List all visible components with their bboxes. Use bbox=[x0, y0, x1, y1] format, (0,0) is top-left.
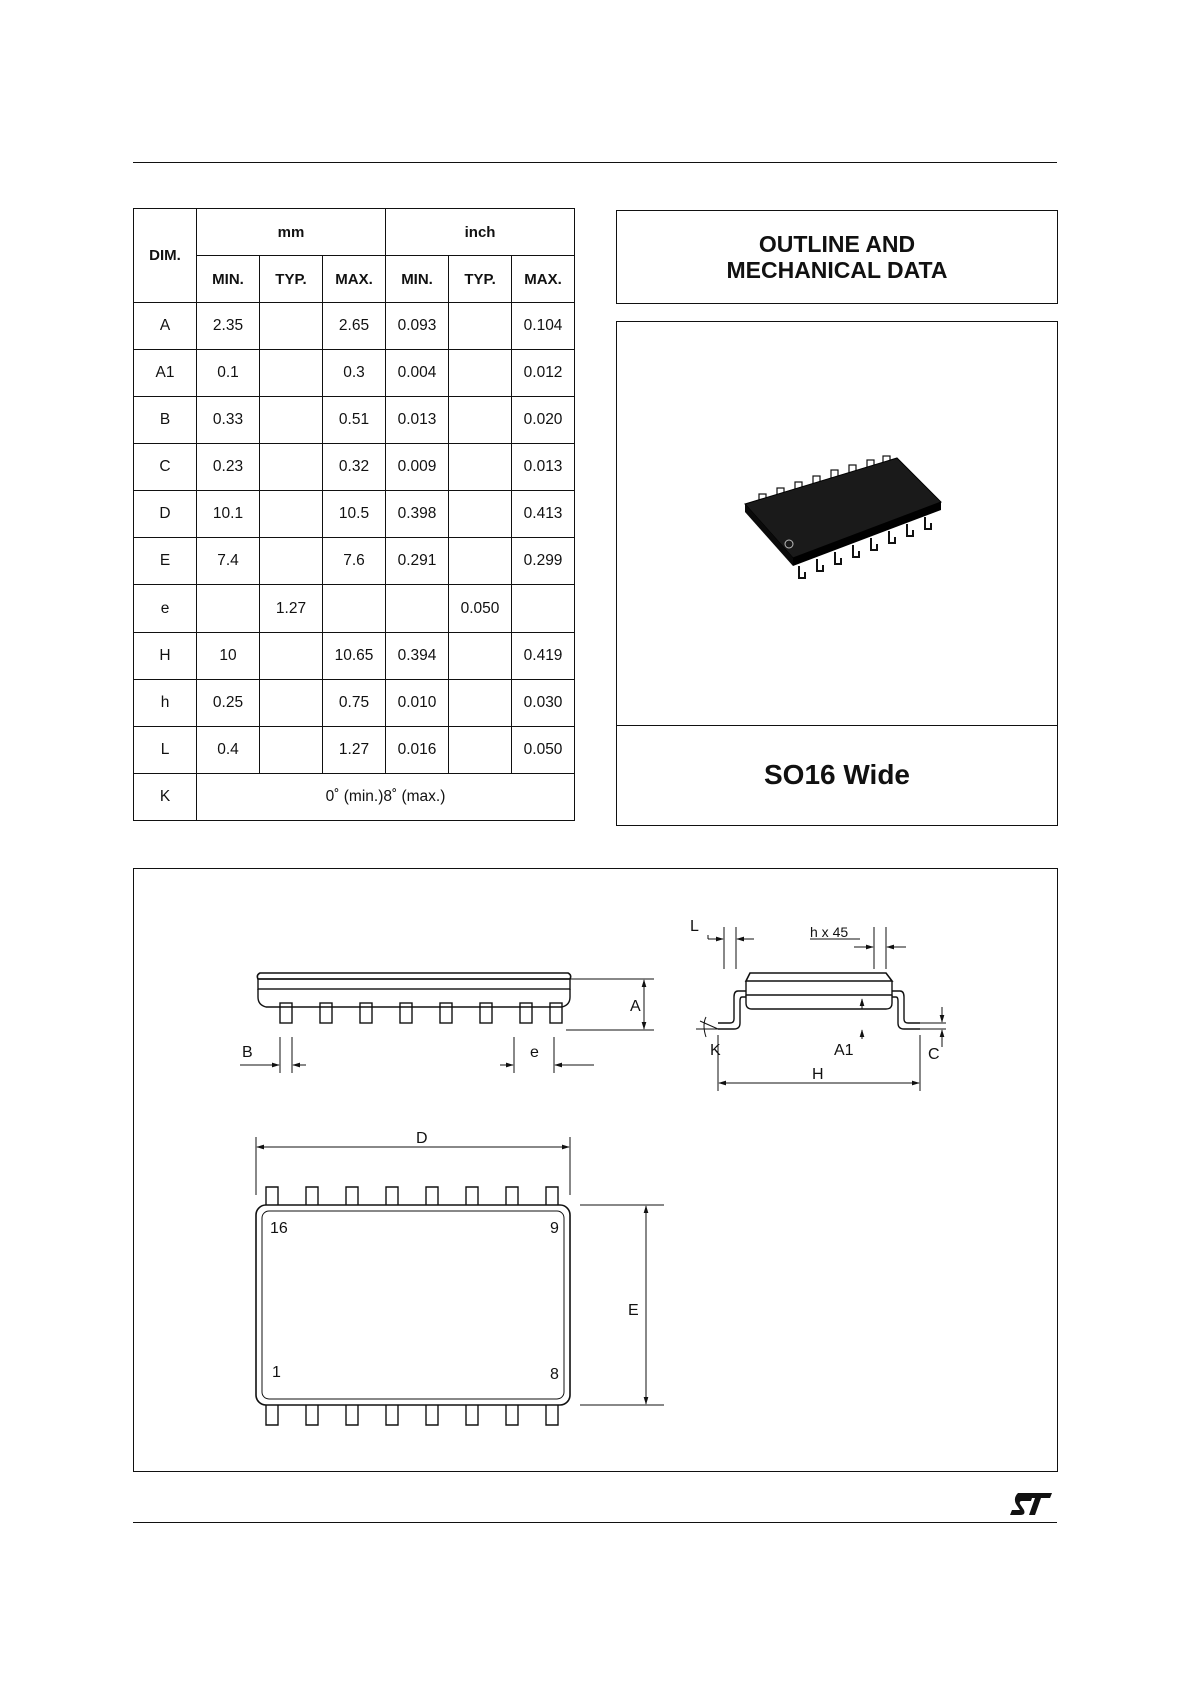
cell-in-typ bbox=[449, 350, 512, 397]
cell-mm-min: 7.4 bbox=[197, 538, 260, 585]
label-H: H bbox=[812, 1066, 824, 1083]
header-mm: mm bbox=[197, 209, 386, 256]
cell-dim: L bbox=[134, 726, 197, 773]
label-A: A bbox=[630, 998, 641, 1015]
table-header-row bbox=[134, 209, 575, 256]
table-row bbox=[134, 726, 575, 773]
cell-in-typ bbox=[449, 491, 512, 538]
cell-in-typ bbox=[449, 538, 512, 585]
label-A1: A1 bbox=[834, 1042, 854, 1059]
cell-in-min: 0.010 bbox=[386, 679, 449, 726]
table-row bbox=[134, 350, 575, 397]
cell-mm-max: 1.27 bbox=[323, 726, 386, 773]
cell-dim: K bbox=[134, 773, 197, 820]
cell-mm-max: 0.51 bbox=[323, 397, 386, 444]
package-3d-image bbox=[737, 452, 957, 602]
cell-mm-typ bbox=[260, 491, 323, 538]
cell-mm-typ bbox=[260, 538, 323, 585]
cell-mm-typ bbox=[260, 350, 323, 397]
table-row bbox=[134, 303, 575, 350]
cell-in-typ: 0.050 bbox=[449, 585, 512, 632]
label-E: E bbox=[628, 1302, 639, 1319]
mechanical-drawing-box bbox=[133, 868, 1058, 1472]
cell-mm-min: 10.1 bbox=[197, 491, 260, 538]
cell-mm-typ bbox=[260, 397, 323, 444]
outline-title-line2: MECHANICAL DATA bbox=[726, 257, 948, 283]
top-view-lower-pins bbox=[266, 1405, 558, 1425]
dimensions-table bbox=[133, 208, 575, 821]
cell-mm-min: 0.4 bbox=[197, 726, 260, 773]
table-row bbox=[134, 538, 575, 585]
cell-in-max: 0.020 bbox=[512, 397, 575, 444]
label-C: C bbox=[928, 1046, 940, 1063]
cell-dim: B bbox=[134, 397, 197, 444]
side-view bbox=[240, 973, 654, 1073]
cell-in-typ bbox=[449, 397, 512, 444]
cell-dim: C bbox=[134, 444, 197, 491]
cell-in-max: 0.012 bbox=[512, 350, 575, 397]
top-rule bbox=[133, 162, 1057, 163]
top-view-upper-pins bbox=[266, 1187, 558, 1205]
cell-in-min: 0.093 bbox=[386, 303, 449, 350]
side-view-pins bbox=[280, 1003, 562, 1023]
cell-mm-max: 10.65 bbox=[323, 632, 386, 679]
cell-mm-min: 0.1 bbox=[197, 350, 260, 397]
cell-in-min: 0.291 bbox=[386, 538, 449, 585]
cell-mm-typ: 1.27 bbox=[260, 585, 323, 632]
label-pin1: 1 bbox=[272, 1364, 281, 1381]
cell-mm-max: 0.75 bbox=[323, 679, 386, 726]
cell-in-min: 0.004 bbox=[386, 350, 449, 397]
cell-mm-max: 2.65 bbox=[323, 303, 386, 350]
cell-in-min: 0.394 bbox=[386, 632, 449, 679]
cell-mm-typ bbox=[260, 679, 323, 726]
label-h45: h x 45 bbox=[810, 924, 849, 940]
table-row bbox=[134, 585, 575, 632]
header-inch-min: MIN. bbox=[386, 256, 449, 303]
cell-in-typ bbox=[449, 303, 512, 350]
cell-mm-min: 0.23 bbox=[197, 444, 260, 491]
table-row bbox=[134, 444, 575, 491]
outline-title-line1: OUTLINE AND bbox=[758, 231, 916, 257]
cell-in-typ bbox=[449, 444, 512, 491]
cell-mm-max bbox=[323, 585, 386, 632]
label-B: B bbox=[242, 1044, 253, 1061]
cell-mm-typ bbox=[260, 632, 323, 679]
bottom-rule bbox=[133, 1522, 1057, 1523]
table-row bbox=[134, 679, 575, 726]
cell-in-max: 0.030 bbox=[512, 679, 575, 726]
cell-in-min: 0.016 bbox=[386, 726, 449, 773]
cell-mm-max: 0.3 bbox=[323, 350, 386, 397]
header-inch-typ: TYP. bbox=[449, 256, 512, 303]
cell-in-max: 0.413 bbox=[512, 491, 575, 538]
header-mm-typ: TYP. bbox=[260, 256, 323, 303]
cell-mm-typ bbox=[260, 444, 323, 491]
cell-in-min bbox=[386, 585, 449, 632]
cell-dim: e bbox=[134, 585, 197, 632]
cell-mm-max: 10.5 bbox=[323, 491, 386, 538]
top-view bbox=[256, 1137, 664, 1425]
cell-in-min: 0.009 bbox=[386, 444, 449, 491]
cell-in-max: 0.299 bbox=[512, 538, 575, 585]
header-mm-min: MIN. bbox=[197, 256, 260, 303]
cell-in-typ bbox=[449, 679, 512, 726]
package-box bbox=[616, 321, 1058, 826]
table-row bbox=[134, 491, 575, 538]
cell-mm-typ bbox=[260, 303, 323, 350]
cell-in-min: 0.398 bbox=[386, 491, 449, 538]
cell-mm-min: 2.35 bbox=[197, 303, 260, 350]
cell-dim: D bbox=[134, 491, 197, 538]
header-inch: inch bbox=[386, 209, 575, 256]
cell-dim: h bbox=[134, 679, 197, 726]
label-pin16: 16 bbox=[270, 1220, 288, 1237]
table-body bbox=[134, 303, 575, 821]
header-mm-max: MAX. bbox=[323, 256, 386, 303]
table-row bbox=[134, 632, 575, 679]
cell-mm-min: 0.33 bbox=[197, 397, 260, 444]
label-pin9: 9 bbox=[550, 1220, 559, 1237]
label-K: K bbox=[710, 1042, 721, 1059]
table-row-k bbox=[134, 773, 575, 820]
header-inch-max: MAX. bbox=[512, 256, 575, 303]
cell-dim: E bbox=[134, 538, 197, 585]
cell-dim: A bbox=[134, 303, 197, 350]
cell-mm-min: 0.25 bbox=[197, 679, 260, 726]
mechanical-drawing bbox=[134, 869, 1059, 1473]
cell-mm-min: 10 bbox=[197, 632, 260, 679]
st-logo bbox=[1008, 1489, 1054, 1519]
cell-k-value: 0˚ (min.)8˚ (max.) bbox=[197, 773, 575, 820]
header-dim: DIM. bbox=[134, 209, 197, 303]
cell-in-max: 0.013 bbox=[512, 444, 575, 491]
outline-title-box bbox=[616, 210, 1058, 304]
cell-in-max: 0.104 bbox=[512, 303, 575, 350]
cell-in-typ bbox=[449, 632, 512, 679]
label-e: e bbox=[530, 1044, 539, 1061]
cell-mm-min bbox=[197, 585, 260, 632]
label-D: D bbox=[416, 1130, 428, 1147]
cell-in-max: 0.419 bbox=[512, 632, 575, 679]
table-row bbox=[134, 397, 575, 444]
cell-mm-max: 7.6 bbox=[323, 538, 386, 585]
package-divider bbox=[617, 725, 1057, 726]
cell-dim: A1 bbox=[134, 350, 197, 397]
label-pin8: 8 bbox=[550, 1366, 559, 1383]
table-subheader-row bbox=[134, 256, 575, 303]
cell-in-max bbox=[512, 585, 575, 632]
cell-in-max: 0.050 bbox=[512, 726, 575, 773]
cell-mm-max: 0.32 bbox=[323, 444, 386, 491]
cell-in-typ bbox=[449, 726, 512, 773]
cell-mm-typ bbox=[260, 726, 323, 773]
cell-dim: H bbox=[134, 632, 197, 679]
package-name: SO16 Wide bbox=[763, 759, 910, 790]
label-L: L bbox=[690, 918, 699, 935]
cell-in-min: 0.013 bbox=[386, 397, 449, 444]
